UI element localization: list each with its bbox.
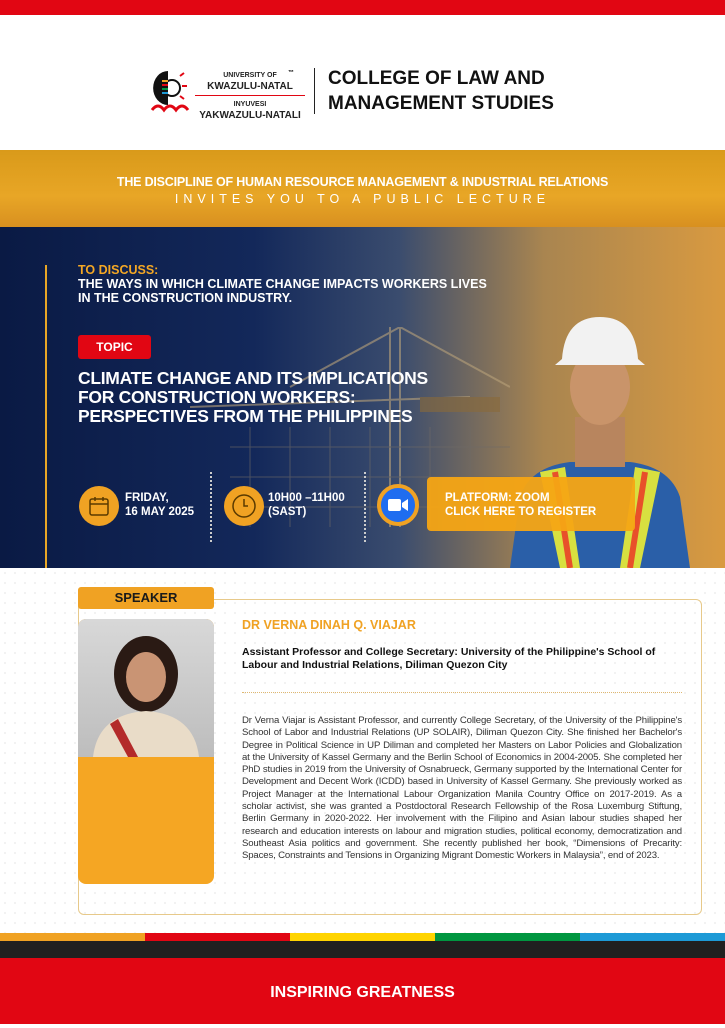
separator: [210, 472, 212, 542]
top-red-bar: [0, 0, 725, 15]
ukzn-logo-icon: [150, 68, 190, 113]
footer-tagline: INSPIRING GREATNESS: [0, 958, 725, 1024]
speaker-bio: Dr Verna Viajar is Assistant Professor, and currently College Secretary, of the University of the Philippine's School of Labor and Industrial Relations (UP SOLAIR), Diliman Quezon City. She finished her Bachelor's Degree in Political Science in UP Diliman and completed her Masters on Labor Policies and Globalization at the University of Kassel Germany and the Berlin School of Economics in 2004-2005. She completed her PhD studies in 2019 from the University of Osnabrueck, Germany supported by the International Center for Development and Decent Work (ICDD) based in University of Kassel Germany. She previously worked as Project Manager at the International Labour Organization Manila Country Office on 2017-2019. As a scholar activist, she was granted a Postdoctoral Research Fellowship of the Rosa Luxemburg Stiftung, Berlin Germany in 2020-2022. Her involvement with the Filipino and Asian labour studies shaped her research and education interests on labour and migration studies, political economy, democratization and Southeast Asia politics and government. She recently published her book, “Dimensions of Precarity: Spaces, Constraints and Tensions in Organizing Migrant Domestic Workers in Malaysia”, end of 2023.: [242, 715, 682, 862]
stripe-red: [145, 933, 290, 941]
stripe-blue: [580, 933, 725, 941]
trademark: ™: [288, 70, 294, 76]
black-bar: [0, 941, 725, 958]
invite-text: INVITES YOU TO A PUBLIC LECTURE: [174, 192, 551, 206]
register-button[interactable]: PLATFORM: ZOOM CLICK HERE TO REGISTER: [427, 477, 635, 531]
topic-badge: TOPIC: [78, 335, 151, 359]
stripe-yellow: [290, 933, 435, 941]
event-date: FRIDAY, 16 MAY 2025: [125, 492, 195, 518]
discussion-text: TO DISCUSS: THE WAYS IN WHICH CLIMATE CHANGE IMPACTS WORKERS LIVES IN THE CONSTRUCTION INDUSTRY.: [78, 263, 487, 305]
stripe-green: [435, 933, 580, 941]
divider: [314, 68, 315, 114]
college-name: COLLEGE OF LAW AND MANAGEMENT STUDIES: [328, 68, 554, 114]
speaker-role: Assistant Professor and College Secretary: University of the Philippine's School of Labour and Industrial Relations, Diliman Quezon City: [242, 646, 656, 671]
event-time: 10H00 –11H00 (SAST): [268, 492, 345, 518]
speaker-card: [78, 619, 214, 884]
color-stripes: [0, 933, 725, 941]
speaker-label: SPEAKER: [78, 587, 214, 609]
separator: [364, 472, 366, 542]
speaker-name: DR VERNA DINAH Q. VIAJAR: [242, 618, 416, 632]
zoom-icon[interactable]: [377, 484, 419, 526]
speaker-photo: [78, 619, 214, 757]
clock-icon: [224, 486, 264, 526]
stripe-orange: [0, 933, 145, 941]
dotted-divider: [242, 692, 682, 693]
calendar-icon: [79, 486, 119, 526]
university-name: UNIVERSITY OF KWAZULU-NATAL INYUVESI YAKWAZULU-NATALI: [195, 70, 305, 121]
invite-band: [0, 150, 725, 227]
discipline-title: THE DISCIPLINE OF HUMAN RESOURCE MANAGEMENT & INDUSTRIAL RELATIONS: [116, 175, 609, 189]
lecture-title: CLIMATE CHANGE AND ITS IMPLICATIONS FOR CONSTRUCTION WORKERS: PERSPECTIVES FROM THE PHILIPPINES: [78, 368, 428, 426]
